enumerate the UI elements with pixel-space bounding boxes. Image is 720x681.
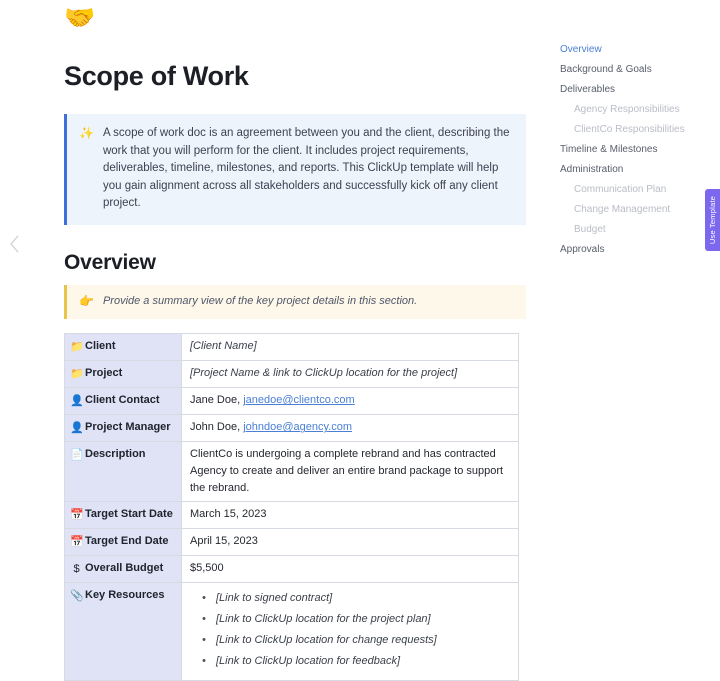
table-row: [65, 388, 519, 415]
intro-callout-text: A scope of work doc is an agreement between you and the client, describing the work that you will perform for the client. It includes project requirements, deliverables, timeline, milestones, and reports. This ClickUp template will help you gain alignment across all stakeholders and successfully kick off any client project.: [102, 127, 510, 210]
key-resources-list: [190, 587, 510, 676]
table-row-label-cell: [65, 415, 182, 442]
toc-item-deliverables[interactable]: Deliverables: [560, 84, 616, 95]
table-row-label: Key Resources: [85, 589, 165, 602]
table-row-value: March 15, 2023: [190, 508, 267, 521]
table-row-label: Client Contact: [85, 394, 160, 407]
dollar-icon: $: [73, 563, 80, 576]
table-row-label-cell: [65, 529, 182, 556]
table-row-value-cell: [182, 361, 519, 388]
toc-item-clientco-responsibilities[interactable]: ClientCo Responsibilities: [574, 124, 685, 135]
table-row: [65, 556, 519, 583]
table-row-value-cell: [182, 415, 519, 442]
table-row-value-cell: [182, 529, 519, 556]
table-row-value-cell: [182, 442, 519, 502]
section-heading-overview: Overview: [64, 250, 156, 274]
table-row: [65, 583, 519, 681]
table-row-value: Jane Doe,: [190, 394, 244, 407]
table-row-label: Client: [85, 340, 116, 353]
table-row-label-cell: [65, 442, 182, 502]
calendar-icon: 📅: [70, 536, 84, 549]
table-row-label: Project: [85, 367, 123, 380]
person-icon: 👤: [70, 422, 84, 435]
table-row-value-cell: [182, 583, 519, 681]
toc-item-budget[interactable]: Budget: [574, 224, 606, 235]
overview-hint-text: Provide a summary view of the key project details in this section.: [102, 294, 418, 307]
toc-item-background-goals[interactable]: Background & Goals: [560, 64, 652, 75]
table-row-value: ClientCo is undergoing a complete rebrand and has contracted Agency to create and deliver an entire brand package to support the rebrand.: [190, 448, 504, 495]
calendar-icon: 📅: [70, 509, 84, 522]
toc-item-change-management[interactable]: Change Management: [574, 204, 671, 215]
table-row: [65, 361, 519, 388]
use-template-side-tab[interactable]: [705, 189, 720, 251]
table-row: [65, 334, 519, 361]
intro-callout: [64, 114, 526, 225]
email-link[interactable]: johndoe@agency.com: [243, 421, 353, 434]
table-row-label-cell: [65, 556, 182, 583]
list-item[interactable]: • [Link to ClickUp location for change requests]: [190, 630, 510, 651]
table-row-label-cell: [65, 361, 182, 388]
paperclip-icon: 📎: [70, 590, 84, 603]
table-row-label-cell: [65, 583, 182, 681]
document-body: [64, 0, 526, 681]
table-row: [65, 442, 519, 502]
pointing-finger-icon: 👉: [79, 293, 94, 308]
overview-hint-callout: [64, 285, 526, 320]
person-icon: 👤: [70, 395, 84, 408]
page-title: Scope of Work: [64, 61, 249, 91]
table-row-label: Target Start Date: [85, 508, 173, 521]
table-row-label: Overall Budget: [85, 562, 164, 575]
document-icon: 📄: [70, 449, 84, 462]
table-row-value: John Doe,: [190, 421, 244, 434]
table-row-label-cell: [65, 334, 182, 361]
sparkles-icon: ✨: [79, 126, 94, 141]
table-row-label: Target End Date: [85, 535, 169, 548]
table-row: [65, 502, 519, 529]
table-row-value: $5,500: [190, 562, 224, 575]
table-row: [65, 529, 519, 556]
table-row: [65, 415, 519, 442]
use-template-side-tab-label: Use Template: [708, 195, 717, 245]
folder-icon: 📁: [70, 368, 84, 381]
toc-item-approvals[interactable]: Approvals: [560, 244, 605, 255]
table-row-label: Project Manager: [85, 421, 171, 434]
list-item[interactable]: • [Link to ClickUp location for the project plan]: [190, 609, 510, 630]
toc-item-timeline-milestones[interactable]: Timeline & Milestones: [560, 144, 658, 155]
toc-item-administration[interactable]: Administration: [560, 164, 624, 175]
collapse-sidebar-chevron-icon[interactable]: [5, 230, 23, 258]
list-item[interactable]: • [Link to signed contract]: [190, 588, 510, 609]
table-row-value-cell: [182, 334, 519, 361]
table-of-contents: [560, 40, 705, 260]
toc-item-communication-plan[interactable]: Communication Plan: [574, 184, 667, 195]
table-row-value-cell: [182, 502, 519, 529]
folder-icon: 📁: [70, 341, 84, 354]
toc-item-overview[interactable]: Overview: [560, 44, 602, 55]
table-row-value: [Project Name & link to ClickUp location for the project]: [190, 367, 458, 380]
email-link[interactable]: janedoe@clientco.com: [243, 394, 355, 407]
table-row-value-cell: [182, 388, 519, 415]
table-row-label-cell: [65, 388, 182, 415]
table-row-value-cell: [182, 556, 519, 583]
table-row-value: April 15, 2023: [190, 535, 258, 548]
toc-item-agency-responsibilities[interactable]: Agency Responsibilities: [574, 104, 680, 115]
handshake-emoji: 🤝: [64, 4, 96, 32]
list-item[interactable]: • [Link to ClickUp location for feedback]: [190, 651, 510, 672]
project-details-table: [64, 333, 519, 681]
table-row-value: [Client Name]: [190, 340, 257, 353]
table-row-label: Description: [85, 448, 146, 461]
table-row-label-cell: [65, 502, 182, 529]
